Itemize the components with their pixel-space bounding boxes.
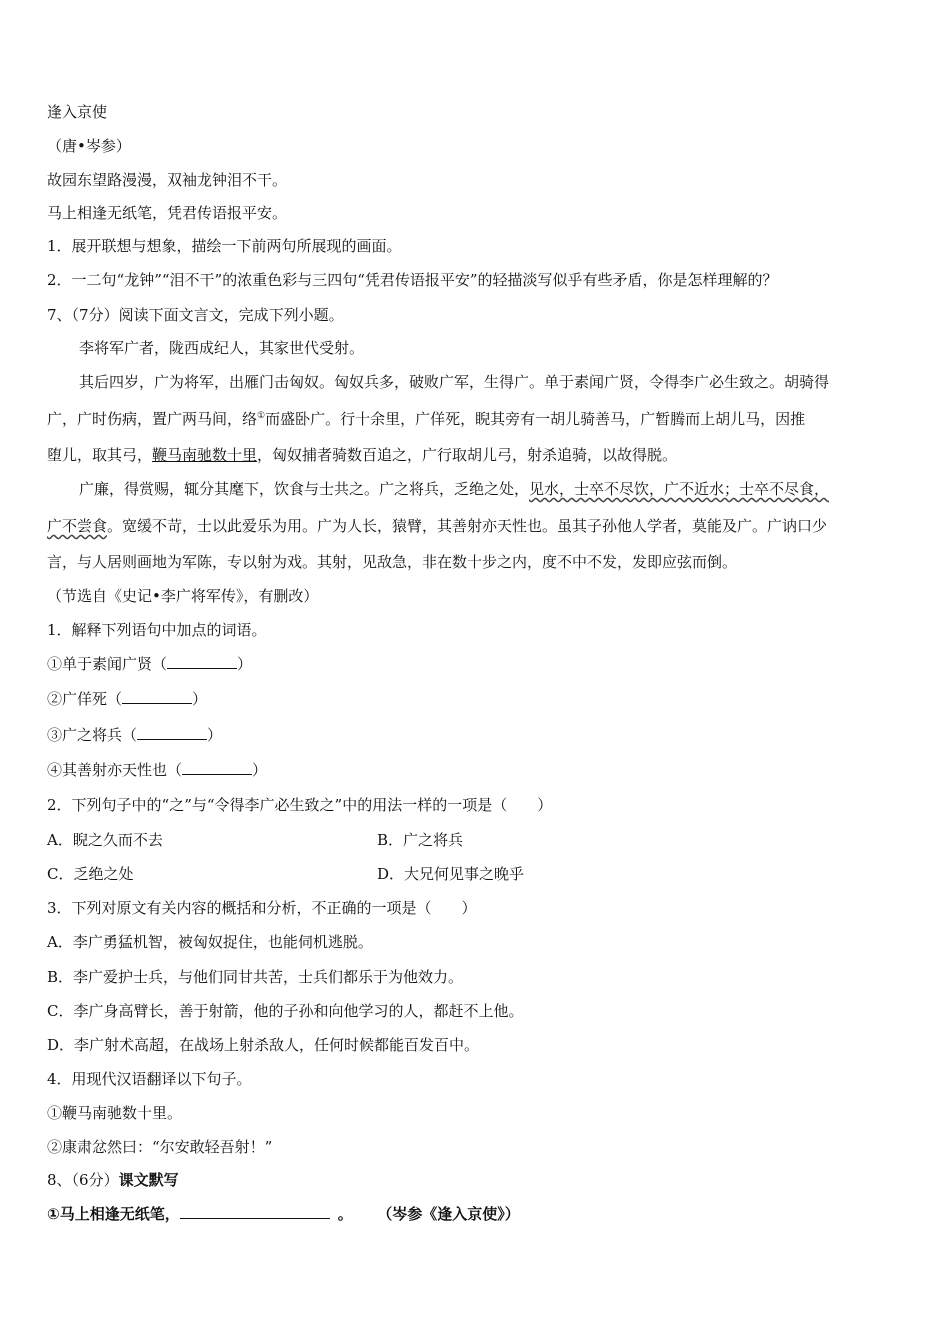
sub1-item-3-text: ③广之将兵（ [47, 726, 138, 744]
q7-paragraph-3-line-3: 言，与人居则画地为军陈，专以射为戏。其射，见敌急，非在数十步之内，度不中不发，发即应弦而倒。 [47, 553, 738, 571]
q8-heading-prefix: 8、（6分） [47, 1171, 119, 1189]
p2-l3-a: 堕儿，取其弓， [47, 446, 153, 464]
sub1-item-3 [47, 725, 222, 745]
underlined-sentence: 鞭马南驰数十里 [152, 446, 258, 464]
sub3-option-b[interactable]: B．李广爱护士兵，与他们同甘共苦，士兵们都乐于为他效力。 [47, 968, 464, 986]
q7-sub3: 3．下列对原文有关内容的概括和分析，不正确的一项是（ ） [47, 899, 477, 917]
sub1-item-2-text: ②广佯死（ [47, 690, 123, 708]
q8-item-1 [47, 1204, 520, 1224]
poem-question-1: 1．展开联想与想象，描绘一下前两句所展现的画面。 [47, 237, 402, 255]
sub3-option-a[interactable]: A．李广勇猛机智，被匈奴捉住，也能伺机逃脱。 [47, 933, 373, 951]
q8-heading-bold: 课文默写 [118, 1171, 179, 1189]
footnote-marker: ① [257, 411, 266, 421]
q7-sub2: 2．下列句子中的“之”与“令得李广必生致之”中的用法一样的一项是（ ） [47, 796, 553, 814]
close-paren: ） [237, 655, 253, 673]
sub2-option-c[interactable]: C．乏绝之处 [47, 865, 134, 883]
sub2-option-a[interactable]: A．睨之久而不去 [47, 831, 163, 849]
q7-paragraph-1: 李将军广者，陇西成纪人，其家世代受射。 [79, 339, 365, 357]
poem-line-1: 故园东望路漫漫，双袖龙钟泪不干。 [47, 171, 288, 189]
sub2-option-d[interactable]: D．大兄何见事之晚乎 [377, 865, 525, 883]
q7-paragraph-2-line-2 [47, 409, 805, 429]
poem-author: （唐•岑参） [47, 137, 131, 155]
p2-l2-a: 广，广时伤病，置广两马间，络 [47, 410, 258, 428]
p3-l1-a: 广廉，得赏赐，辄分其麾下，饮食与士共之。广之将兵，乏绝之处， [79, 480, 530, 498]
q7-paragraph-3-line-2 [47, 516, 827, 536]
q7-paragraph-2-line-3 [47, 445, 677, 465]
sub3-option-d[interactable]: D．李广射术高超，在战场上射杀敌人，任何时候都能百发百中。 [47, 1036, 480, 1054]
p2-l2-b: 而盛卧广。行十余里，广佯死，睨其旁有一胡儿骑善马，广暂腾而上胡儿马，因推 [265, 410, 806, 428]
sub2-option-b[interactable]: B．广之将兵 [377, 831, 464, 849]
sub4-item-1: ①鞭马南驰数十里。 [47, 1104, 183, 1122]
p2-l3-b: ，匈奴捕者骑数百追之，广行取胡儿弓，射杀追骑，以故得脱。 [257, 446, 678, 464]
answer-blank-4[interactable] [182, 760, 252, 775]
answer-blank-2[interactable] [122, 689, 192, 704]
q7-paragraph-3-line-1 [79, 479, 829, 499]
answer-blank-3[interactable] [137, 725, 207, 740]
poem-line-2: 马上相逢无纸笔，凭君传语报平安。 [47, 204, 288, 222]
q7-heading: 7、（7分）阅读下面文言文，完成下列小题。 [47, 306, 344, 324]
sub3-option-c[interactable]: C．李广身高臂长，善于射箭，他的子孙和向他学习的人，都赶不上他。 [47, 1002, 524, 1020]
wavy-underlined-text: 见水，士卒不尽饮，广不近水；士卒不尽食， [529, 480, 830, 498]
q8-heading [47, 1170, 179, 1190]
q8-item-1-text: ①马上相逢无纸笔， [47, 1205, 180, 1223]
close-paren: ） [207, 726, 223, 744]
close-paren: ） [252, 761, 268, 779]
q8-item-1-source: （岑参《逢入京使》） [384, 1205, 520, 1223]
q7-sub4: 4．用现代汉语翻译以下句子。 [47, 1070, 252, 1088]
sub1-item-4-text: ④其善射亦天性也（ [47, 761, 183, 779]
sub1-item-4 [47, 760, 267, 780]
answer-blank-q8[interactable] [180, 1204, 330, 1219]
q7-sub1: 1．解释下列语句中加点的词语。 [47, 621, 267, 639]
q7-paragraph-2-line-1: 其后四岁，广为将军，出雁门击匈奴。匈奴兵多，破败广军，生得广。单于素闻广贤，令得李广必生致之。胡骑得 [79, 373, 830, 391]
sub1-item-2 [47, 689, 207, 709]
q7-source: （节选自《史记•李广将军传》，有删改） [47, 587, 319, 605]
sub1-item-1 [47, 654, 252, 674]
wavy-underlined-text-2: 广不尝食 [47, 517, 108, 535]
poem-question-2: 2．一二句“龙钟”“泪不干”的浓重色彩与三四句“凭君传语报平安”的轻描淡写似乎有些矛盾，你是怎样理解的？ [47, 271, 778, 289]
close-paren: ） [192, 690, 208, 708]
sub1-item-1-text: ①单于素闻广贤（ [47, 655, 168, 673]
p3-l2-b: 。宽缓不苛，士以此爱乐为用。广为人长，猿臂，其善射亦天性也。虽其子孙他人学者，莫能及广。广讷口少 [107, 517, 828, 535]
answer-blank-1[interactable] [167, 654, 237, 669]
q8-item-1-period: 。 [337, 1205, 353, 1223]
poem-title: 逢入京使 [47, 103, 108, 121]
sub4-item-2: ②康肃忿然曰：“尔安敢轻吾射！” [47, 1138, 273, 1156]
